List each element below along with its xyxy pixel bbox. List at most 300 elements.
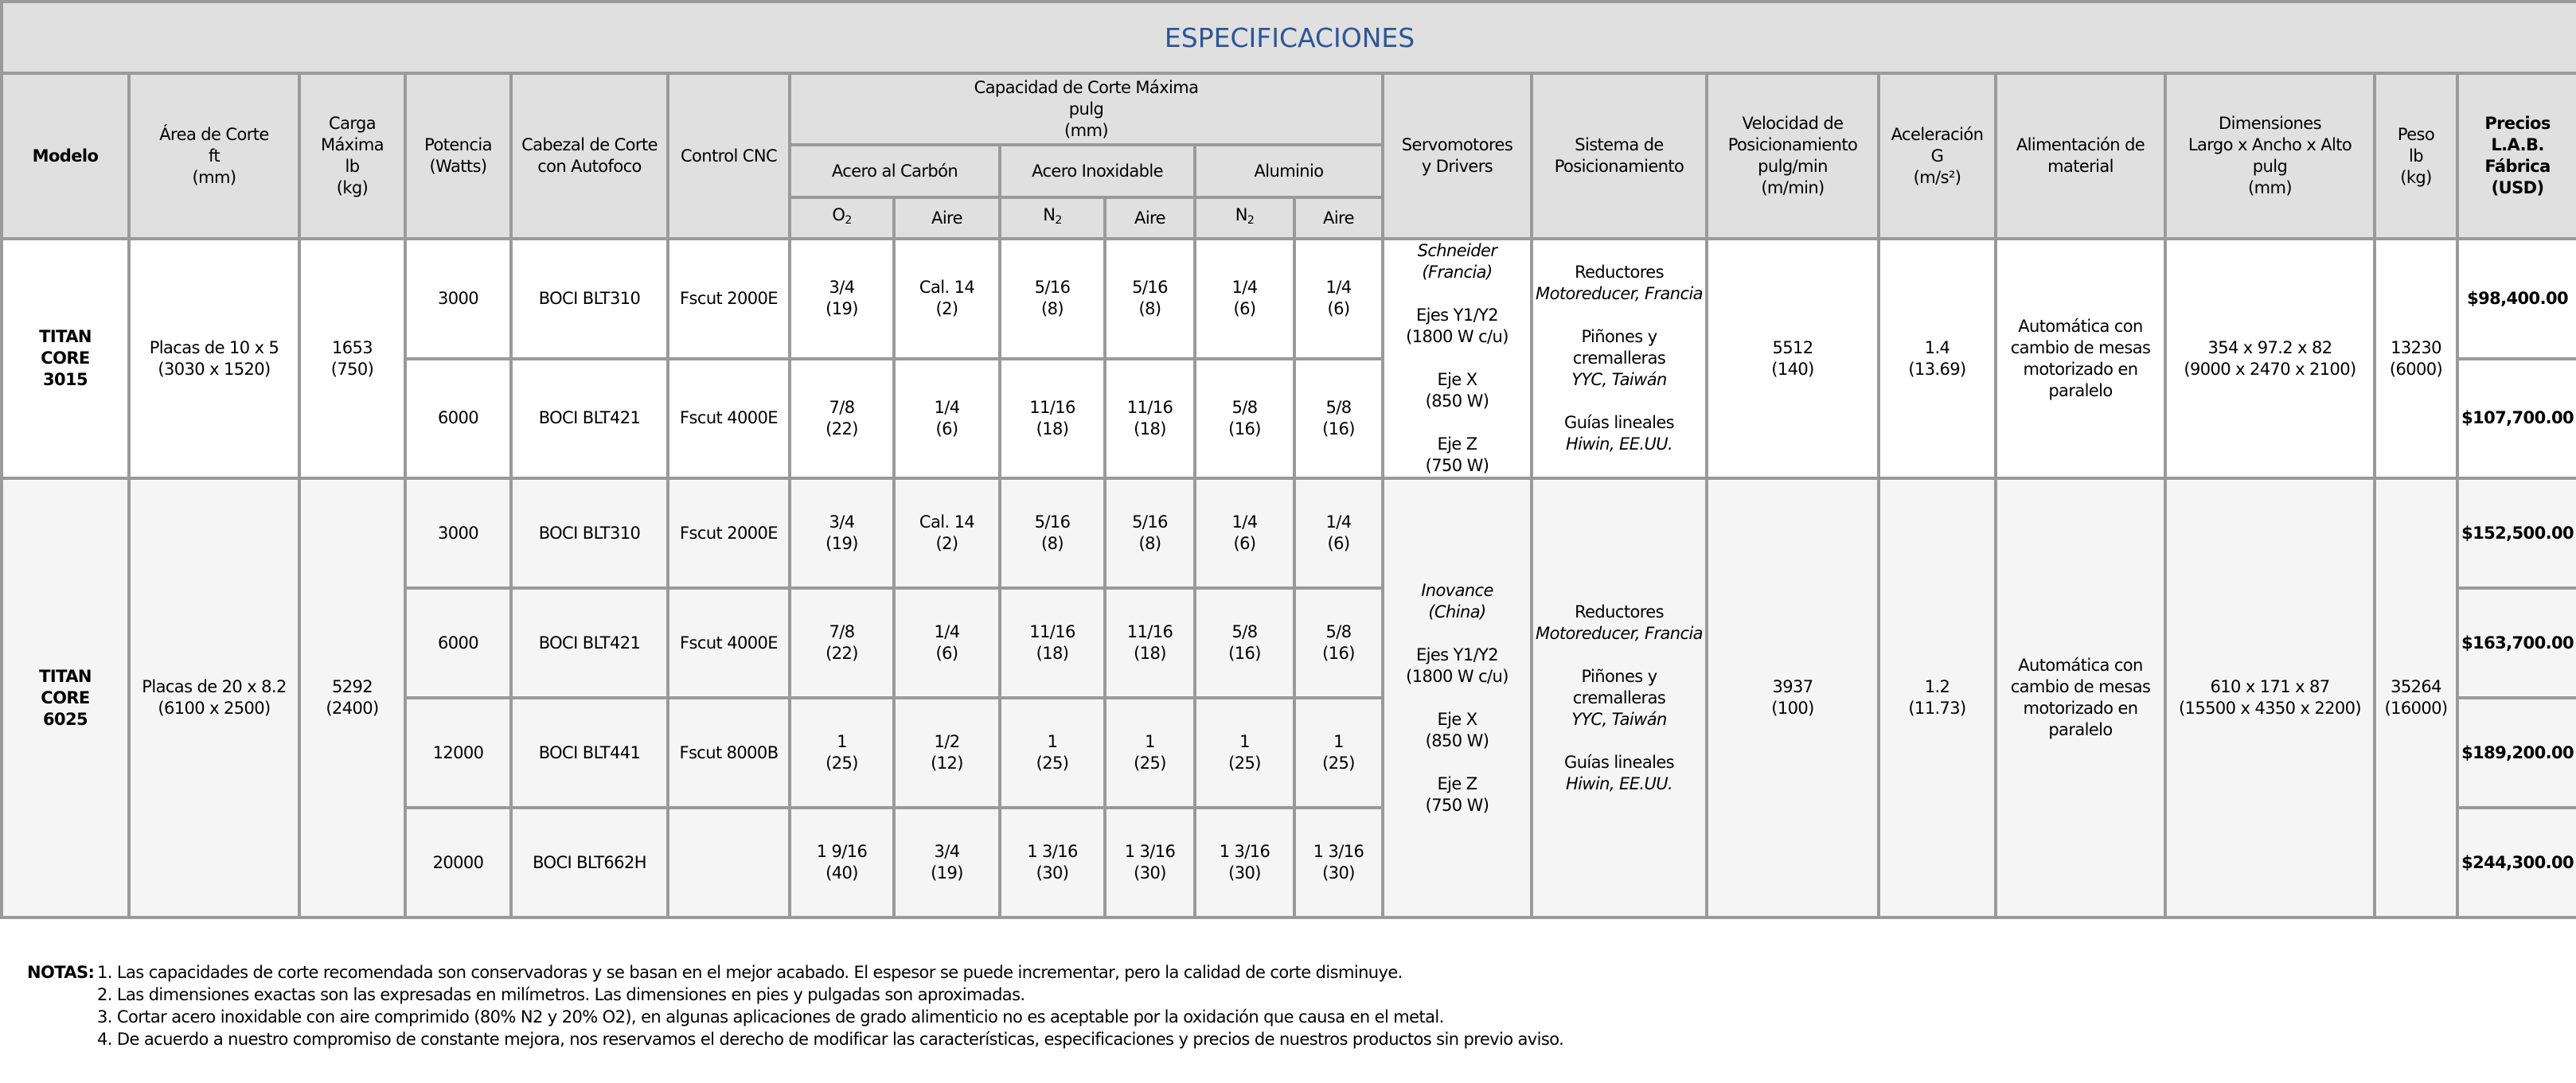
- header-servo: [1383, 73, 1532, 239]
- gas-label: Aire: [1134, 208, 1165, 228]
- header-material-carbon: Acero al Carbón: [790, 145, 1000, 197]
- spacer: [1386, 752, 1528, 773]
- cell-line: (750): [330, 359, 374, 379]
- header-precios-line: Precios: [2484, 114, 2551, 133]
- gas-label: O: [832, 205, 845, 224]
- cell-line: CORE: [41, 349, 90, 368]
- header-aceleracion-line: Aceleración: [1891, 124, 1984, 144]
- cut-capacity: [1000, 588, 1105, 698]
- price: $163,700.00: [2457, 588, 2576, 698]
- dimensions: [2165, 478, 2375, 917]
- cell-line: (25): [1228, 754, 1261, 773]
- header-area-line: Área de Corte: [159, 124, 269, 144]
- cell-line: (25): [1322, 754, 1355, 773]
- max-load: [299, 239, 405, 478]
- cell-line: (6): [935, 644, 958, 663]
- cutting-head: BOCI BLT662H: [511, 808, 668, 917]
- header-carga-line: lb: [345, 157, 360, 176]
- header-area-line: (mm): [192, 167, 236, 187]
- header-capacidad-line: Capacidad de Corte Máxima: [974, 77, 1199, 97]
- spacer: [1386, 412, 1528, 434]
- system-line: YYC, Taiwán: [1571, 709, 1667, 729]
- cell-line: 5/8: [1231, 397, 1258, 417]
- servo-line: Ejes Y1/Y2: [1415, 306, 1499, 325]
- cell-line: (19): [825, 534, 858, 553]
- cut-capacity: [1294, 359, 1383, 479]
- cell-line: (6100 x 2500): [158, 699, 271, 718]
- header-peso: [2375, 73, 2457, 239]
- cell-line: 1/4: [1325, 278, 1352, 298]
- cell-line: (19): [825, 299, 858, 319]
- cell-line: (8): [1041, 534, 1064, 553]
- positioning-speed: [1707, 239, 1879, 478]
- cell-line: 3015: [42, 370, 88, 389]
- servo-line: (750 W): [1425, 795, 1489, 815]
- cell-line: 1.4: [1924, 337, 1950, 357]
- system-line: cremalleras: [1572, 349, 1666, 368]
- cut-capacity: [790, 239, 894, 359]
- header-alimentacion-line: Alimentación de: [2016, 135, 2145, 154]
- cell-line: (30): [1322, 863, 1355, 882]
- cnc-control: Fscut 2000E: [668, 239, 790, 359]
- table-title: [2, 2, 2576, 73]
- cell-line: Cal. 14: [919, 512, 975, 532]
- cut-capacity: [1105, 698, 1195, 808]
- cell-line: (16): [1228, 419, 1261, 438]
- cell-line: 11/16: [1126, 397, 1173, 417]
- cell-line: 354 x 97.2 x 82: [2207, 337, 2332, 357]
- cell-line: (6): [1327, 534, 1350, 553]
- header-capacidad-line: pulg: [1068, 99, 1104, 119]
- cell-line: motorizado en: [2023, 699, 2138, 718]
- header-gas: [1105, 197, 1195, 239]
- cut-capacity: [1195, 239, 1294, 359]
- system-line: Motoreducer, Francia: [1536, 284, 1703, 303]
- price: $152,500.00: [2457, 478, 2576, 588]
- header-sistema-line: Sistema de: [1575, 135, 1664, 154]
- cnc-control: Fscut 2000E: [668, 478, 790, 588]
- price: $107,700.00: [2457, 359, 2576, 479]
- cnc-control: [668, 808, 790, 917]
- cell-line: Automática con: [2018, 316, 2143, 336]
- cell-line: (2): [935, 299, 958, 319]
- servo-line: (1800 W c/u): [1406, 327, 1509, 346]
- cell-line: 1/2: [934, 732, 960, 751]
- cell-line: Automática con: [2018, 656, 2143, 675]
- cut-capacity: [790, 359, 894, 479]
- cell-line: (40): [825, 863, 858, 882]
- cut-capacity: [1195, 359, 1294, 479]
- cut-capacity: [1195, 698, 1294, 808]
- header-alimentacion: [1996, 73, 2165, 239]
- cell-line: 1 3/16: [1219, 842, 1270, 861]
- cell-line: 3/4: [829, 278, 855, 298]
- max-load: [299, 478, 405, 917]
- header-servo-line: y Drivers: [1421, 157, 1493, 176]
- note-line: [27, 984, 1563, 1006]
- cut-capacity: [894, 239, 1000, 359]
- system-line: Motoreducer, Francia: [1536, 623, 1703, 643]
- header-material-inoxidable: Acero Inoxidable: [1000, 145, 1195, 197]
- cell-line: 5/16: [1132, 512, 1168, 532]
- cell-line: 35264: [2391, 677, 2441, 696]
- cell-line: (18): [1134, 644, 1166, 663]
- cell-line: 1/4: [1325, 512, 1352, 532]
- cell-line: 1: [1047, 732, 1058, 751]
- cell-line: 3/4: [829, 512, 855, 532]
- spacer: [1386, 283, 1528, 305]
- cut-area: [129, 478, 299, 917]
- positioning-speed: [1707, 478, 1879, 917]
- note-item: 3. Cortar acero inoxidable con aire comprimido (80% N2 y 20% O2), en algunas aplicaciones de grado alimenticio no es aceptable por la oxidación que causa en el metal.: [97, 1007, 1444, 1027]
- cell-line: 13230: [2391, 337, 2441, 357]
- servo-line: (750 W): [1425, 456, 1489, 475]
- cell-line: cambio de mesas: [2010, 337, 2151, 357]
- cell-line: 5/8: [1325, 397, 1352, 417]
- servo-drivers: [1383, 239, 1532, 478]
- gas-label: Aire: [1323, 208, 1354, 228]
- servo-line: Inovance: [1421, 580, 1493, 600]
- title-text: ESPECIFICACIONES: [1164, 21, 1415, 53]
- cell-line: (22): [825, 644, 858, 663]
- gas-label: N: [1235, 205, 1247, 224]
- cell-line: CORE: [41, 688, 90, 707]
- header-velocidad-line: (m/min): [1761, 178, 1825, 197]
- header-velocidad-line: Velocidad de: [1742, 114, 1844, 133]
- price: $189,200.00: [2457, 698, 2576, 808]
- cell-line: 11/16: [1126, 622, 1173, 641]
- header-peso-line: (kg): [2400, 167, 2432, 187]
- note-line: [27, 1006, 1563, 1028]
- header-velocidad-line: pulg/min: [1758, 157, 1828, 176]
- dimensions: [2165, 239, 2375, 478]
- servo-line: (Francia): [1422, 263, 1493, 282]
- cell-line: (100): [1771, 699, 1814, 718]
- note-line: [27, 1028, 1563, 1050]
- header-capacidad: [790, 73, 1383, 145]
- spacer: [1535, 305, 1704, 326]
- cell-line: (16): [1322, 419, 1355, 438]
- system-line: Piñones y: [1581, 666, 1657, 686]
- header-cabezal: [511, 73, 668, 239]
- gas-label: Aire: [931, 208, 962, 228]
- header-sistema: [1532, 73, 1707, 239]
- cell-line: 6025: [42, 709, 88, 729]
- cell-line: 3937: [1772, 677, 1813, 696]
- cell-line: 5/8: [1325, 622, 1352, 641]
- servo-drivers: [1383, 478, 1532, 917]
- cell-line: (2400): [326, 699, 379, 718]
- table-row: [2, 239, 2576, 359]
- power: 6000: [405, 359, 511, 479]
- cell-line: 1/4: [934, 397, 960, 417]
- header-potencia-line: Potencia: [424, 135, 492, 154]
- gas-subscript: 2: [1055, 214, 1062, 227]
- cell-line: Placas de 20 x 8.2: [142, 677, 287, 696]
- cut-capacity: [1000, 808, 1105, 917]
- table-row: [2, 478, 2576, 588]
- gas-label: N: [1043, 205, 1056, 224]
- cnc-control: Fscut 8000B: [668, 698, 790, 808]
- servo-line: Eje X: [1437, 370, 1477, 389]
- cell-line: (140): [1771, 359, 1814, 379]
- cell-line: (8): [1138, 299, 1161, 319]
- cell-line: TITAN: [39, 327, 92, 346]
- servo-line: Ejes Y1/Y2: [1415, 645, 1499, 664]
- cell-line: (9000 x 2470 x 2100): [2184, 359, 2356, 379]
- cell-line: paralelo: [2048, 720, 2113, 739]
- header-area: [129, 73, 299, 239]
- header-precios-line: Fábrica: [2484, 157, 2551, 176]
- cell-line: (6000): [2389, 359, 2443, 379]
- servo-line: Eje Z: [1437, 773, 1477, 793]
- system-line: Guías lineales: [1564, 413, 1674, 432]
- servo-line: Eje X: [1437, 709, 1477, 729]
- header-peso-line: Peso: [2397, 124, 2435, 144]
- cell-line: 1.2: [1924, 677, 1950, 696]
- acceleration: [1879, 478, 1996, 917]
- cutting-head: BOCI BLT310: [511, 239, 668, 359]
- cell-line: 1653: [331, 337, 373, 357]
- servo-line: Schneider: [1417, 241, 1497, 260]
- cut-capacity: [1105, 359, 1195, 479]
- header-sistema-line: Posicionamiento: [1554, 157, 1684, 176]
- system-line: Reductores: [1575, 602, 1664, 621]
- servo-line: (850 W): [1425, 392, 1489, 411]
- cell-line: (6): [935, 419, 958, 438]
- cell-line: (18): [1036, 419, 1069, 438]
- cell-line: 7/8: [829, 397, 855, 417]
- header-alimentacion-line: material: [2047, 157, 2113, 176]
- system-line: Piñones y: [1581, 327, 1657, 346]
- cell-line: cambio de mesas: [2010, 677, 2151, 696]
- header-aceleracion: [1879, 73, 1996, 239]
- system-line: Reductores: [1575, 263, 1664, 282]
- cell-line: 1/4: [1231, 278, 1258, 298]
- servo-line: (1800 W c/u): [1406, 666, 1509, 686]
- cut-capacity: [1195, 478, 1294, 588]
- note-item: 1. Las capacidades de corte recomendada son conservadoras y se basan en el mejor acabado. El espesor se puede incrementar, pero la calidad de corte disminuye.: [97, 963, 1403, 982]
- cutting-head: BOCI BLT421: [511, 359, 668, 479]
- cell-line: (15500 x 4350 x 2200): [2178, 699, 2362, 718]
- cell-line: Cal. 14: [919, 278, 975, 298]
- cell-line: 1: [837, 732, 847, 751]
- header-potencia-line: (Watts): [429, 157, 487, 176]
- power: 6000: [405, 588, 511, 698]
- header-gas: [1294, 197, 1383, 239]
- cell-line: (30): [1036, 863, 1069, 882]
- header-dimensiones-line: (mm): [2248, 178, 2292, 197]
- header-control: Control CNC: [668, 73, 790, 239]
- cell-line: 11/16: [1029, 397, 1075, 417]
- cut-capacity: [1195, 808, 1294, 917]
- cut-area: [129, 239, 299, 478]
- cell-line: (11.73): [1908, 699, 1966, 718]
- cell-line: (18): [1134, 419, 1166, 438]
- cut-capacity: [790, 808, 894, 917]
- cell-line: (30): [1134, 863, 1166, 882]
- cell-line: Placas de 10 x 5: [149, 337, 279, 357]
- cell-line: (25): [825, 754, 858, 773]
- cell-line: 5/16: [1034, 512, 1071, 532]
- spacer: [1386, 688, 1528, 709]
- cell-line: (12): [931, 754, 963, 773]
- cell-line: (2): [935, 534, 958, 553]
- cell-line: 5/16: [1132, 278, 1168, 298]
- cell-line: 5/16: [1034, 278, 1071, 298]
- header-carga-line: Máxima: [321, 135, 384, 154]
- cell-line: 7/8: [829, 622, 855, 641]
- header-servo-line: Servomotores: [1401, 135, 1513, 154]
- cut-capacity: [1105, 808, 1195, 917]
- cutting-head: BOCI BLT310: [511, 478, 668, 588]
- power: 20000: [405, 808, 511, 917]
- header-dimensiones-line: pulg: [2252, 157, 2288, 176]
- cut-capacity: [894, 478, 1000, 588]
- cell-line: 11/16: [1029, 622, 1075, 641]
- spacer: [1535, 730, 1704, 752]
- spacer: [1535, 391, 1704, 412]
- cut-capacity: [894, 698, 1000, 808]
- cutting-head: BOCI BLT421: [511, 588, 668, 698]
- cell-line: 1/4: [934, 622, 960, 641]
- cnc-control: Fscut 4000E: [668, 359, 790, 479]
- cell-line: (13.69): [1908, 359, 1966, 379]
- header-area-line: ft: [208, 146, 221, 166]
- cell-line: 5/8: [1231, 622, 1258, 641]
- spacer: [1386, 348, 1528, 369]
- cut-capacity: [894, 359, 1000, 479]
- header-dimensiones-line: Largo x Ancho x Alto: [2188, 135, 2352, 154]
- system-line: YYC, Taiwán: [1571, 370, 1667, 389]
- cell-line: (8): [1138, 534, 1161, 553]
- note-item: 4. De acuerdo a nuestro compromiso de constante mejora, nos reservamos el derecho de modificar las características, especificaciones y precios de nuestros productos sin previo aviso.: [97, 1030, 1564, 1049]
- header-gas: [894, 197, 1000, 239]
- header-capacidad-line: (mm): [1064, 120, 1108, 140]
- header-potencia: [405, 73, 511, 239]
- header-precios-line: (USD): [2491, 178, 2544, 197]
- system-line: Hiwin, EE.UU.: [1565, 434, 1673, 454]
- header-cabezal-line: Cabezal de Corte: [521, 135, 658, 154]
- cell-line: (16000): [2384, 699, 2448, 718]
- power: 12000: [405, 698, 511, 808]
- cell-line: (16): [1228, 644, 1261, 663]
- cell-line: paralelo: [2048, 380, 2113, 400]
- gas-subscript: 2: [845, 214, 852, 227]
- system-line: Guías lineales: [1564, 752, 1674, 772]
- cut-capacity: [1294, 239, 1383, 359]
- cell-line: TITAN: [39, 666, 92, 686]
- header-carga: [299, 73, 405, 239]
- cell-line: (16): [1322, 644, 1355, 663]
- system-line: cremalleras: [1572, 688, 1666, 707]
- cut-capacity: [894, 808, 1000, 917]
- note-item: 2. Las dimensiones exactas son las expresadas en milímetros. Las dimensiones en pies y pulgadas son aproximadas.: [97, 985, 1025, 1004]
- cell-line: 3/4: [934, 842, 960, 861]
- cut-capacity: [790, 478, 894, 588]
- model-name: [2, 478, 129, 917]
- header-material-aluminio: Aluminio: [1195, 145, 1383, 197]
- header-cabezal-line: con Autofoco: [537, 157, 642, 176]
- note-line: [27, 961, 1563, 984]
- header-aceleracion-line: G: [1930, 146, 1944, 166]
- notes-section: [27, 961, 1563, 1050]
- cnc-control: Fscut 4000E: [668, 588, 790, 698]
- servo-line: Eje Z: [1437, 434, 1477, 454]
- cut-capacity: [1195, 588, 1294, 698]
- header-carga-line: (kg): [336, 178, 369, 197]
- cell-line: 1: [1239, 732, 1250, 751]
- cut-capacity: [1294, 478, 1383, 588]
- cut-capacity: [1105, 588, 1195, 698]
- spacer: [1386, 623, 1528, 645]
- cut-capacity: [1000, 478, 1105, 588]
- cell-line: 1 3/16: [1313, 842, 1364, 861]
- header-gas: [1000, 197, 1105, 239]
- model-name: [2, 239, 129, 478]
- cell-line: (22): [825, 419, 858, 438]
- price: $244,300.00: [2457, 808, 2576, 917]
- header-aceleracion-line: (m/s²): [1913, 167, 1961, 187]
- header-dimensiones: [2165, 73, 2375, 239]
- cell-line: 5512: [1772, 337, 1813, 357]
- header-gas: [1195, 197, 1294, 239]
- cell-line: (6): [1233, 299, 1256, 319]
- header-precios: [2457, 73, 2576, 239]
- cut-capacity: [894, 588, 1000, 698]
- weight: [2375, 478, 2457, 917]
- material-feed: [1996, 239, 2165, 478]
- positioning-system: [1532, 478, 1707, 917]
- cut-capacity: [1000, 698, 1105, 808]
- cell-line: 1 3/16: [1027, 842, 1078, 861]
- cut-capacity: [1105, 478, 1195, 588]
- cell-line: 1: [1333, 732, 1344, 751]
- cut-capacity: [1105, 239, 1195, 359]
- cell-line: 1 9/16: [816, 842, 868, 861]
- header-dimensiones-line: Dimensiones: [2219, 114, 2321, 133]
- cell-line: (3030 x 1520): [158, 359, 271, 379]
- cell-line: (30): [1228, 863, 1261, 882]
- cell-line: (25): [1134, 754, 1166, 773]
- cut-capacity: [1294, 588, 1383, 698]
- cell-line: (6): [1233, 534, 1256, 553]
- price: $98,400.00: [2457, 239, 2576, 359]
- header-peso-line: lb: [2409, 146, 2423, 166]
- positioning-system: [1532, 239, 1707, 478]
- cut-capacity: [1000, 359, 1105, 479]
- weight: [2375, 239, 2457, 478]
- system-line: Hiwin, EE.UU.: [1565, 773, 1673, 793]
- servo-line: (850 W): [1425, 730, 1489, 750]
- cut-capacity: [1294, 698, 1383, 808]
- cell-line: 1 3/16: [1124, 842, 1176, 861]
- cut-capacity: [790, 588, 894, 698]
- cut-capacity: [1000, 239, 1105, 359]
- cell-line: (6): [1327, 299, 1350, 319]
- cell-line: (18): [1036, 644, 1069, 663]
- gas-subscript: 2: [1247, 214, 1255, 227]
- notes-label: NOTAS:: [27, 963, 95, 982]
- header-gas: [790, 197, 894, 239]
- cell-line: 5292: [331, 677, 373, 696]
- cut-capacity: [1294, 808, 1383, 917]
- cutting-head: BOCI BLT441: [511, 698, 668, 808]
- cell-line: (8): [1041, 299, 1064, 319]
- cell-line: motorizado en: [2023, 359, 2138, 379]
- cell-line: (19): [931, 863, 963, 882]
- header-precios-line: L.A.B.: [2491, 135, 2544, 154]
